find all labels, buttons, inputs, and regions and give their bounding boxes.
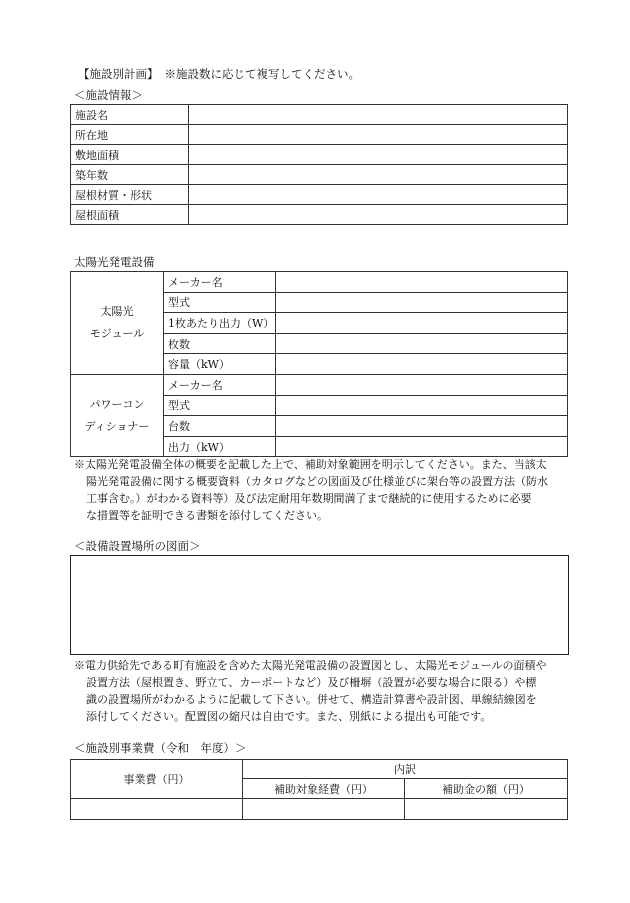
row-label: メーカー名: [164, 272, 276, 293]
row-label: 所在地: [71, 125, 189, 145]
solar-note: [74, 456, 574, 524]
pcs-group-label: パワーコン ディショナー: [71, 374, 164, 456]
table-row: [71, 145, 568, 165]
note-line: ※太陽光発電設備全体の概要を記載した上で、補助対象範囲を明示してください。また、当該太: [74, 458, 547, 471]
table-row: [71, 165, 568, 185]
heading-note: ※施設数に応じて複写してください。: [164, 67, 360, 81]
value-cell[interactable]: [276, 354, 568, 375]
value-cell[interactable]: [189, 165, 568, 185]
table-row: [71, 272, 568, 293]
note-line: 設置方法（屋根置き、野立て、カーポートなど）及び柵塀（設置が必要な場合に限る）や標: [86, 676, 537, 689]
value-cell[interactable]: [276, 416, 568, 437]
drawing-note: [74, 657, 574, 725]
heading-title: 【施設別計画】: [78, 67, 159, 81]
facility-info-label: ＜施設情報＞: [74, 88, 143, 102]
row-label: 型式: [164, 395, 276, 416]
row-label: 台数: [164, 416, 276, 437]
note-line: 陽光発電設備に関する概要資料（カタログなどの図面及び仕様並びに架台等の設置方法（防水: [86, 475, 548, 488]
solar-table: [70, 271, 568, 457]
note-line: な措置等を証明できる書類を添付してください。: [86, 509, 328, 522]
row-label: 築年数: [71, 165, 189, 185]
col-eligible-header: 補助対象経費（円）: [243, 779, 405, 799]
table-row: [71, 374, 568, 395]
note-line: 識の設置場所がわかるように記載して下さい。併せて、構造計算書や設計図、単線結線図を: [86, 693, 537, 706]
table-row: [71, 125, 568, 145]
table-row: [71, 760, 568, 779]
value-cell[interactable]: [189, 105, 568, 125]
table-row: [71, 205, 568, 225]
row-label: 屋根材質・形状: [71, 185, 189, 205]
row-label: メーカー名: [164, 374, 276, 395]
value-cell[interactable]: [189, 205, 568, 225]
facility-info-table: [70, 104, 568, 225]
row-label: 出力（kW）: [164, 436, 276, 457]
cost-table: [70, 759, 568, 820]
col-total-header: 事業費（円）: [71, 760, 243, 799]
table-row: [71, 185, 568, 205]
row-label: 型式: [164, 292, 276, 313]
module-group-label: 太陽光 モジュール: [71, 272, 164, 375]
drawing-label: ＜設備設置場所の図面＞: [74, 539, 201, 553]
value-cell[interactable]: [189, 145, 568, 165]
col-breakdown-header: 内訳: [243, 760, 568, 779]
note-line: 工事含む。）がわかる資料等）及び法定耐用年数期間満了まで継続的に使用するために必要: [86, 492, 532, 505]
table-row: [71, 799, 568, 820]
row-label: 敷地面積: [71, 145, 189, 165]
col-subsidy-header: 補助金の額（円）: [405, 779, 568, 799]
note-line: 添付してください。配置図の縮尺は自由です。また、別紙による提出も可能です。: [86, 710, 492, 723]
value-cell[interactable]: [276, 333, 568, 354]
subsidy-value-cell[interactable]: [405, 799, 568, 820]
note-line: ※電力供給先である町有施設を含めた太陽光発電設備の設置図とし、太陽光モジュールの面積や: [74, 659, 547, 672]
value-cell[interactable]: [189, 185, 568, 205]
value-cell[interactable]: [276, 272, 568, 293]
value-cell[interactable]: [276, 292, 568, 313]
table-row: [71, 105, 568, 125]
total-value-cell[interactable]: [71, 799, 243, 820]
page-heading: [78, 66, 360, 82]
row-label: 施設名: [71, 105, 189, 125]
drawing-area[interactable]: [70, 555, 569, 655]
value-cell[interactable]: [276, 374, 568, 395]
solar-label: 太陽光発電設備: [74, 255, 155, 269]
row-label: 1枚あたり出力（W）: [164, 313, 276, 334]
cost-label: ＜施設別事業費（令和 年度）＞: [74, 741, 247, 755]
row-label: 屋根面積: [71, 205, 189, 225]
value-cell[interactable]: [276, 436, 568, 457]
value-cell[interactable]: [276, 313, 568, 334]
value-cell[interactable]: [276, 395, 568, 416]
row-label: 容量（kW）: [164, 354, 276, 375]
row-label: 枚数: [164, 333, 276, 354]
eligible-value-cell[interactable]: [243, 799, 405, 820]
value-cell[interactable]: [189, 125, 568, 145]
